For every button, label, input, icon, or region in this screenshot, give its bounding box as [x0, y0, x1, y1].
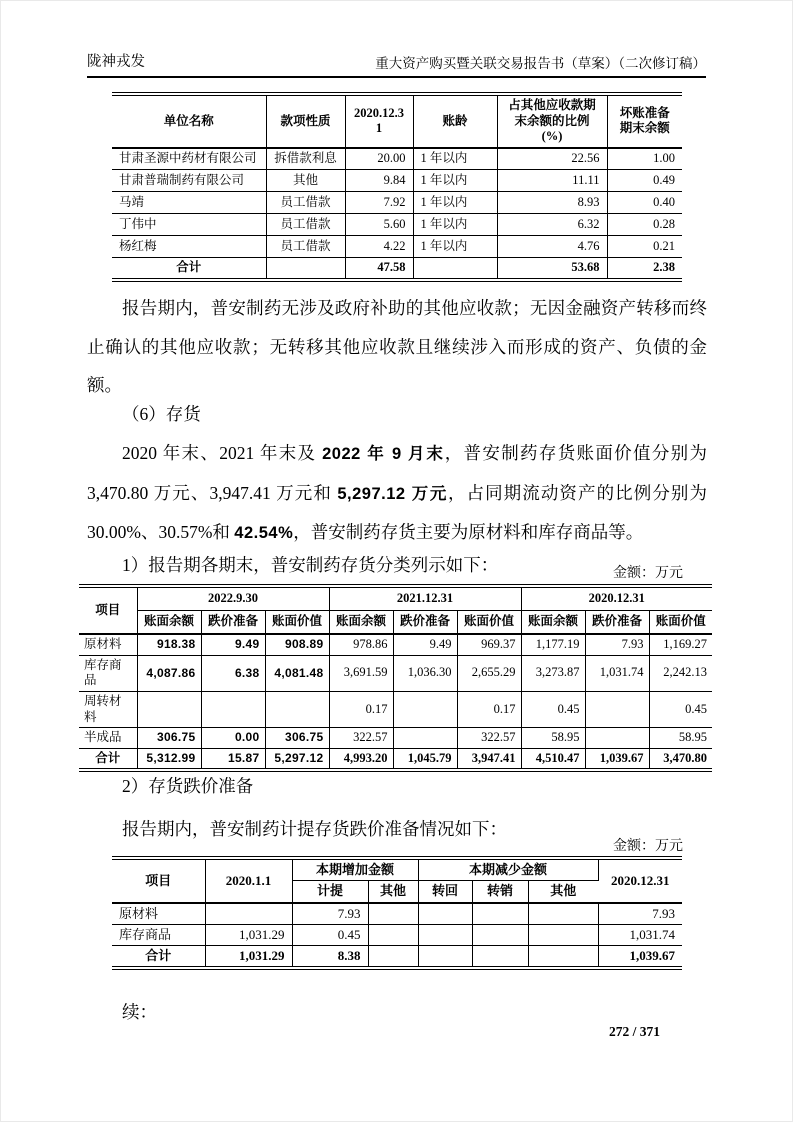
- table-cell: 0.45: [292, 924, 368, 945]
- table-cell: 原材料: [79, 634, 137, 655]
- table-cell: 周转材料: [79, 691, 137, 727]
- table-cell: [266, 258, 345, 280]
- column-group-header: 本期增加金额: [292, 858, 418, 881]
- table-row: [112, 192, 682, 214]
- table-cell: 6.32: [497, 214, 607, 236]
- column-header: 其他: [528, 881, 598, 903]
- table-cell: 0.00: [201, 728, 265, 749]
- table-cell: 3,470.80: [649, 748, 712, 770]
- table-cell: [472, 903, 528, 925]
- table-cell: 9.84: [345, 170, 413, 192]
- table-cell: 1,045.79: [393, 748, 457, 770]
- table-cell: 0.45: [649, 691, 712, 727]
- table-cell: 1 年以内: [413, 148, 497, 170]
- column-header: 转销: [472, 881, 528, 903]
- column-header: 跌价准备: [201, 610, 265, 634]
- table-cell: 9.49: [201, 634, 265, 655]
- table-cell: 员工借款: [266, 236, 345, 258]
- table-cell: [585, 691, 649, 727]
- table-cell: [472, 924, 528, 945]
- table-cell: 杨红梅: [112, 236, 266, 258]
- table-cell: 1,169.27: [649, 634, 712, 655]
- column-header: 账面价值: [649, 610, 712, 634]
- table-cell: [393, 691, 457, 727]
- table-cell: 1 年以内: [413, 192, 497, 214]
- column-header: 单位名称: [112, 94, 266, 148]
- table-cell: 拆借款利息: [266, 148, 345, 170]
- table-cell: 2,655.29: [457, 655, 521, 691]
- text-segment: 2020 年末、2021 年末及: [122, 443, 323, 463]
- paragraph-other-receivables-note: 报告期内，普安制药无涉及政府补助的其他应收款；无因金融资产转移而终止确认的其他应收款；无转移其他应收款且继续涉入而形成的资产、负债的金额。: [87, 298, 707, 395]
- column-group-header: 2021.12.31: [329, 586, 521, 610]
- table-row: [112, 148, 682, 170]
- table-cell: 4,993.20: [329, 748, 393, 770]
- provision-table-header: [112, 858, 682, 903]
- receivables-table: [112, 92, 682, 282]
- page-number: 272 / 371: [608, 1024, 660, 1039]
- unit-label: 金额：万元: [613, 566, 683, 581]
- paragraph-inventory-summary: [87, 434, 707, 553]
- table-cell: 0.17: [457, 691, 521, 727]
- table-cell: 6.38: [201, 655, 265, 691]
- table-cell: 8.93: [497, 192, 607, 214]
- table-cell: 1.00: [607, 148, 682, 170]
- column-group-header: 本期减少金额: [418, 858, 598, 881]
- table-cell: [393, 728, 457, 749]
- column-header: 账龄: [413, 94, 497, 148]
- table-cell: 3,947.41: [457, 748, 521, 770]
- table-cell: 322.57: [457, 728, 521, 749]
- table-cell: 库存商品: [112, 924, 205, 945]
- table-row: [112, 214, 682, 236]
- text-segment: ，占同期流动资产的比例分别为 30.00%、30.57%和: [87, 482, 708, 542]
- table-cell: 0.28: [607, 214, 682, 236]
- provision-table: [112, 856, 682, 970]
- table-cell: 5,297.12: [265, 748, 329, 770]
- inventory-table-body: [79, 634, 712, 770]
- column-header: 项目: [112, 858, 205, 903]
- table-cell: [585, 728, 649, 749]
- text-segment-bold: 2022 年 9 月末: [322, 445, 445, 463]
- table-cell: 0.17: [329, 691, 393, 727]
- table-cell: 库存商品: [79, 655, 137, 691]
- column-header: 项目: [79, 586, 137, 634]
- table-cell: 1,031.29: [205, 946, 292, 969]
- column-header: 账面余额: [137, 610, 201, 634]
- table-cell: 7.93: [598, 903, 682, 925]
- table-row: [112, 170, 682, 192]
- table-cell: [368, 924, 418, 945]
- table-cell: [205, 903, 292, 925]
- table-cell: 306.75: [265, 728, 329, 749]
- table-cell: 22.56: [497, 148, 607, 170]
- unit-label: 金额：万元: [613, 839, 683, 854]
- table-cell: 4.76: [497, 236, 607, 258]
- table-cell: 1,039.67: [598, 946, 682, 969]
- table-cell: [418, 946, 472, 969]
- table-cell: 47.58: [345, 258, 413, 280]
- table-cell: [418, 924, 472, 945]
- table-cell: 1,177.19: [521, 634, 585, 655]
- text-segment-bold: 42.54%: [234, 524, 294, 542]
- table-cell: 322.57: [329, 728, 393, 749]
- table-cell: 58.95: [521, 728, 585, 749]
- table-row: [79, 691, 712, 727]
- table-cell: 5,312.99: [137, 748, 201, 770]
- table-cell: 15.87: [201, 748, 265, 770]
- table-cell: 8.38: [292, 946, 368, 969]
- table-cell: 1,031.74: [598, 924, 682, 945]
- paragraph-provision-note: 报告期内，普安制药计提存货跌价准备情况如下：: [122, 819, 507, 839]
- table-cell: 978.86: [329, 634, 393, 655]
- column-group-header: 2020.12.31: [521, 586, 712, 610]
- column-header: 2020.12.31: [598, 858, 682, 903]
- table-cell: [528, 903, 598, 925]
- table-cell: 1,036.30: [393, 655, 457, 691]
- table-cell: 员工借款: [266, 214, 345, 236]
- column-header: 其他: [368, 881, 418, 903]
- continuation-label: 续：: [122, 1002, 157, 1022]
- table-cell: 员工借款: [266, 192, 345, 214]
- table-cell: 合计: [112, 258, 266, 280]
- provision-table-body: [112, 903, 682, 969]
- column-header: 款项性质: [266, 94, 345, 148]
- table-cell: 7.93: [585, 634, 649, 655]
- receivables-table-header: [112, 94, 682, 148]
- table-cell: 5.60: [345, 214, 413, 236]
- table-row: [79, 634, 712, 655]
- column-header: 占其他应收款期末余额的比例(%): [497, 94, 607, 148]
- table-cell: 1 年以内: [413, 236, 497, 258]
- table-cell: 2,242.13: [649, 655, 712, 691]
- table-row: [112, 258, 682, 280]
- column-header: 账面余额: [521, 610, 585, 634]
- list-heading-inventory-breakdown: 1）报告期各期末，普安制药存货分类列示如下：: [122, 555, 499, 575]
- table-cell: 合计: [112, 946, 205, 969]
- table-cell: [528, 946, 598, 969]
- table-cell: 3,273.87: [521, 655, 585, 691]
- header-company-name: 陇神戎发: [87, 54, 145, 70]
- table-cell: 4.22: [345, 236, 413, 258]
- table-cell: [137, 691, 201, 727]
- table-cell: 其他: [266, 170, 345, 192]
- table-cell: 9.49: [393, 634, 457, 655]
- column-header: 转回: [418, 881, 472, 903]
- table-cell: 306.75: [137, 728, 201, 749]
- table-cell: 0.45: [521, 691, 585, 727]
- table-cell: [368, 946, 418, 969]
- text-segment: ，普安制药存货主要为原材料和库存商品等。: [293, 522, 644, 542]
- header-report-title: 重大资产购买暨关联交易报告书（草案）（二次修订稿）: [375, 56, 706, 71]
- table-cell: 20.00: [345, 148, 413, 170]
- table-row: [79, 655, 712, 691]
- table-row: [112, 924, 682, 945]
- table-cell: 4,081.48: [265, 655, 329, 691]
- column-header: 计提: [292, 881, 368, 903]
- table-cell: 1,031.29: [205, 924, 292, 945]
- table-cell: 马靖: [112, 192, 266, 214]
- list-heading-provision: 2）存货跌价准备: [122, 776, 254, 796]
- column-header: 跌价准备: [393, 610, 457, 634]
- table-cell: 4,087.86: [137, 655, 201, 691]
- table-cell: [368, 903, 418, 925]
- inventory-table-header: [79, 586, 712, 634]
- table-cell: 918.38: [137, 634, 201, 655]
- table-cell: 3,691.59: [329, 655, 393, 691]
- table-cell: 1,039.67: [585, 748, 649, 770]
- table-cell: 0.49: [607, 170, 682, 192]
- table-cell: [265, 691, 329, 727]
- column-group-header: 2022.9.30: [137, 586, 329, 610]
- section-heading-inventory: （6）存货: [122, 404, 201, 424]
- table-row: [79, 728, 712, 749]
- table-cell: 甘肃普瑞制药有限公司: [112, 170, 266, 192]
- table-cell: [418, 903, 472, 925]
- table-cell: 1 年以内: [413, 170, 497, 192]
- table-cell: [413, 258, 497, 280]
- header-rule: [87, 76, 706, 78]
- table-cell: 合计: [79, 748, 137, 770]
- column-header: 坏账准备期末余额: [607, 94, 682, 148]
- table-cell: 0.21: [607, 236, 682, 258]
- table-cell: 2.38: [607, 258, 682, 280]
- table-cell: 丁伟中: [112, 214, 266, 236]
- table-row: [112, 903, 682, 925]
- table-row: [112, 946, 682, 969]
- table-cell: 7.93: [292, 903, 368, 925]
- text-segment-bold: 5,297.12 万元: [337, 484, 448, 503]
- table-cell: 甘肃圣源中药材有限公司: [112, 148, 266, 170]
- table-row: [112, 236, 682, 258]
- receivables-table-body: [112, 148, 682, 280]
- table-cell: 7.92: [345, 192, 413, 214]
- column-header: 账面价值: [457, 610, 521, 634]
- table-cell: 908.89: [265, 634, 329, 655]
- column-header: 账面余额: [329, 610, 393, 634]
- table-cell: [472, 946, 528, 969]
- table-cell: 0.40: [607, 192, 682, 214]
- table-cell: 1,031.74: [585, 655, 649, 691]
- table-cell: 原材料: [112, 903, 205, 925]
- column-header: 跌价准备: [585, 610, 649, 634]
- text-segment: ，普安制药存货账面价值分别为 3,470.80 万元、3,947.41 万元和: [87, 443, 708, 503]
- column-header: 账面价值: [265, 610, 329, 634]
- table-cell: 58.95: [649, 728, 712, 749]
- table-cell: 53.68: [497, 258, 607, 280]
- table-cell: 4,510.47: [521, 748, 585, 770]
- table-cell: [201, 691, 265, 727]
- table-cell: 11.11: [497, 170, 607, 192]
- column-header: 2020.1.1: [205, 858, 292, 903]
- column-header: 2020.12.31: [345, 94, 413, 148]
- table-cell: 半成品: [79, 728, 137, 749]
- inventory-table: [79, 584, 712, 772]
- table-cell: 969.37: [457, 634, 521, 655]
- table-cell: 1 年以内: [413, 214, 497, 236]
- table-cell: [528, 924, 598, 945]
